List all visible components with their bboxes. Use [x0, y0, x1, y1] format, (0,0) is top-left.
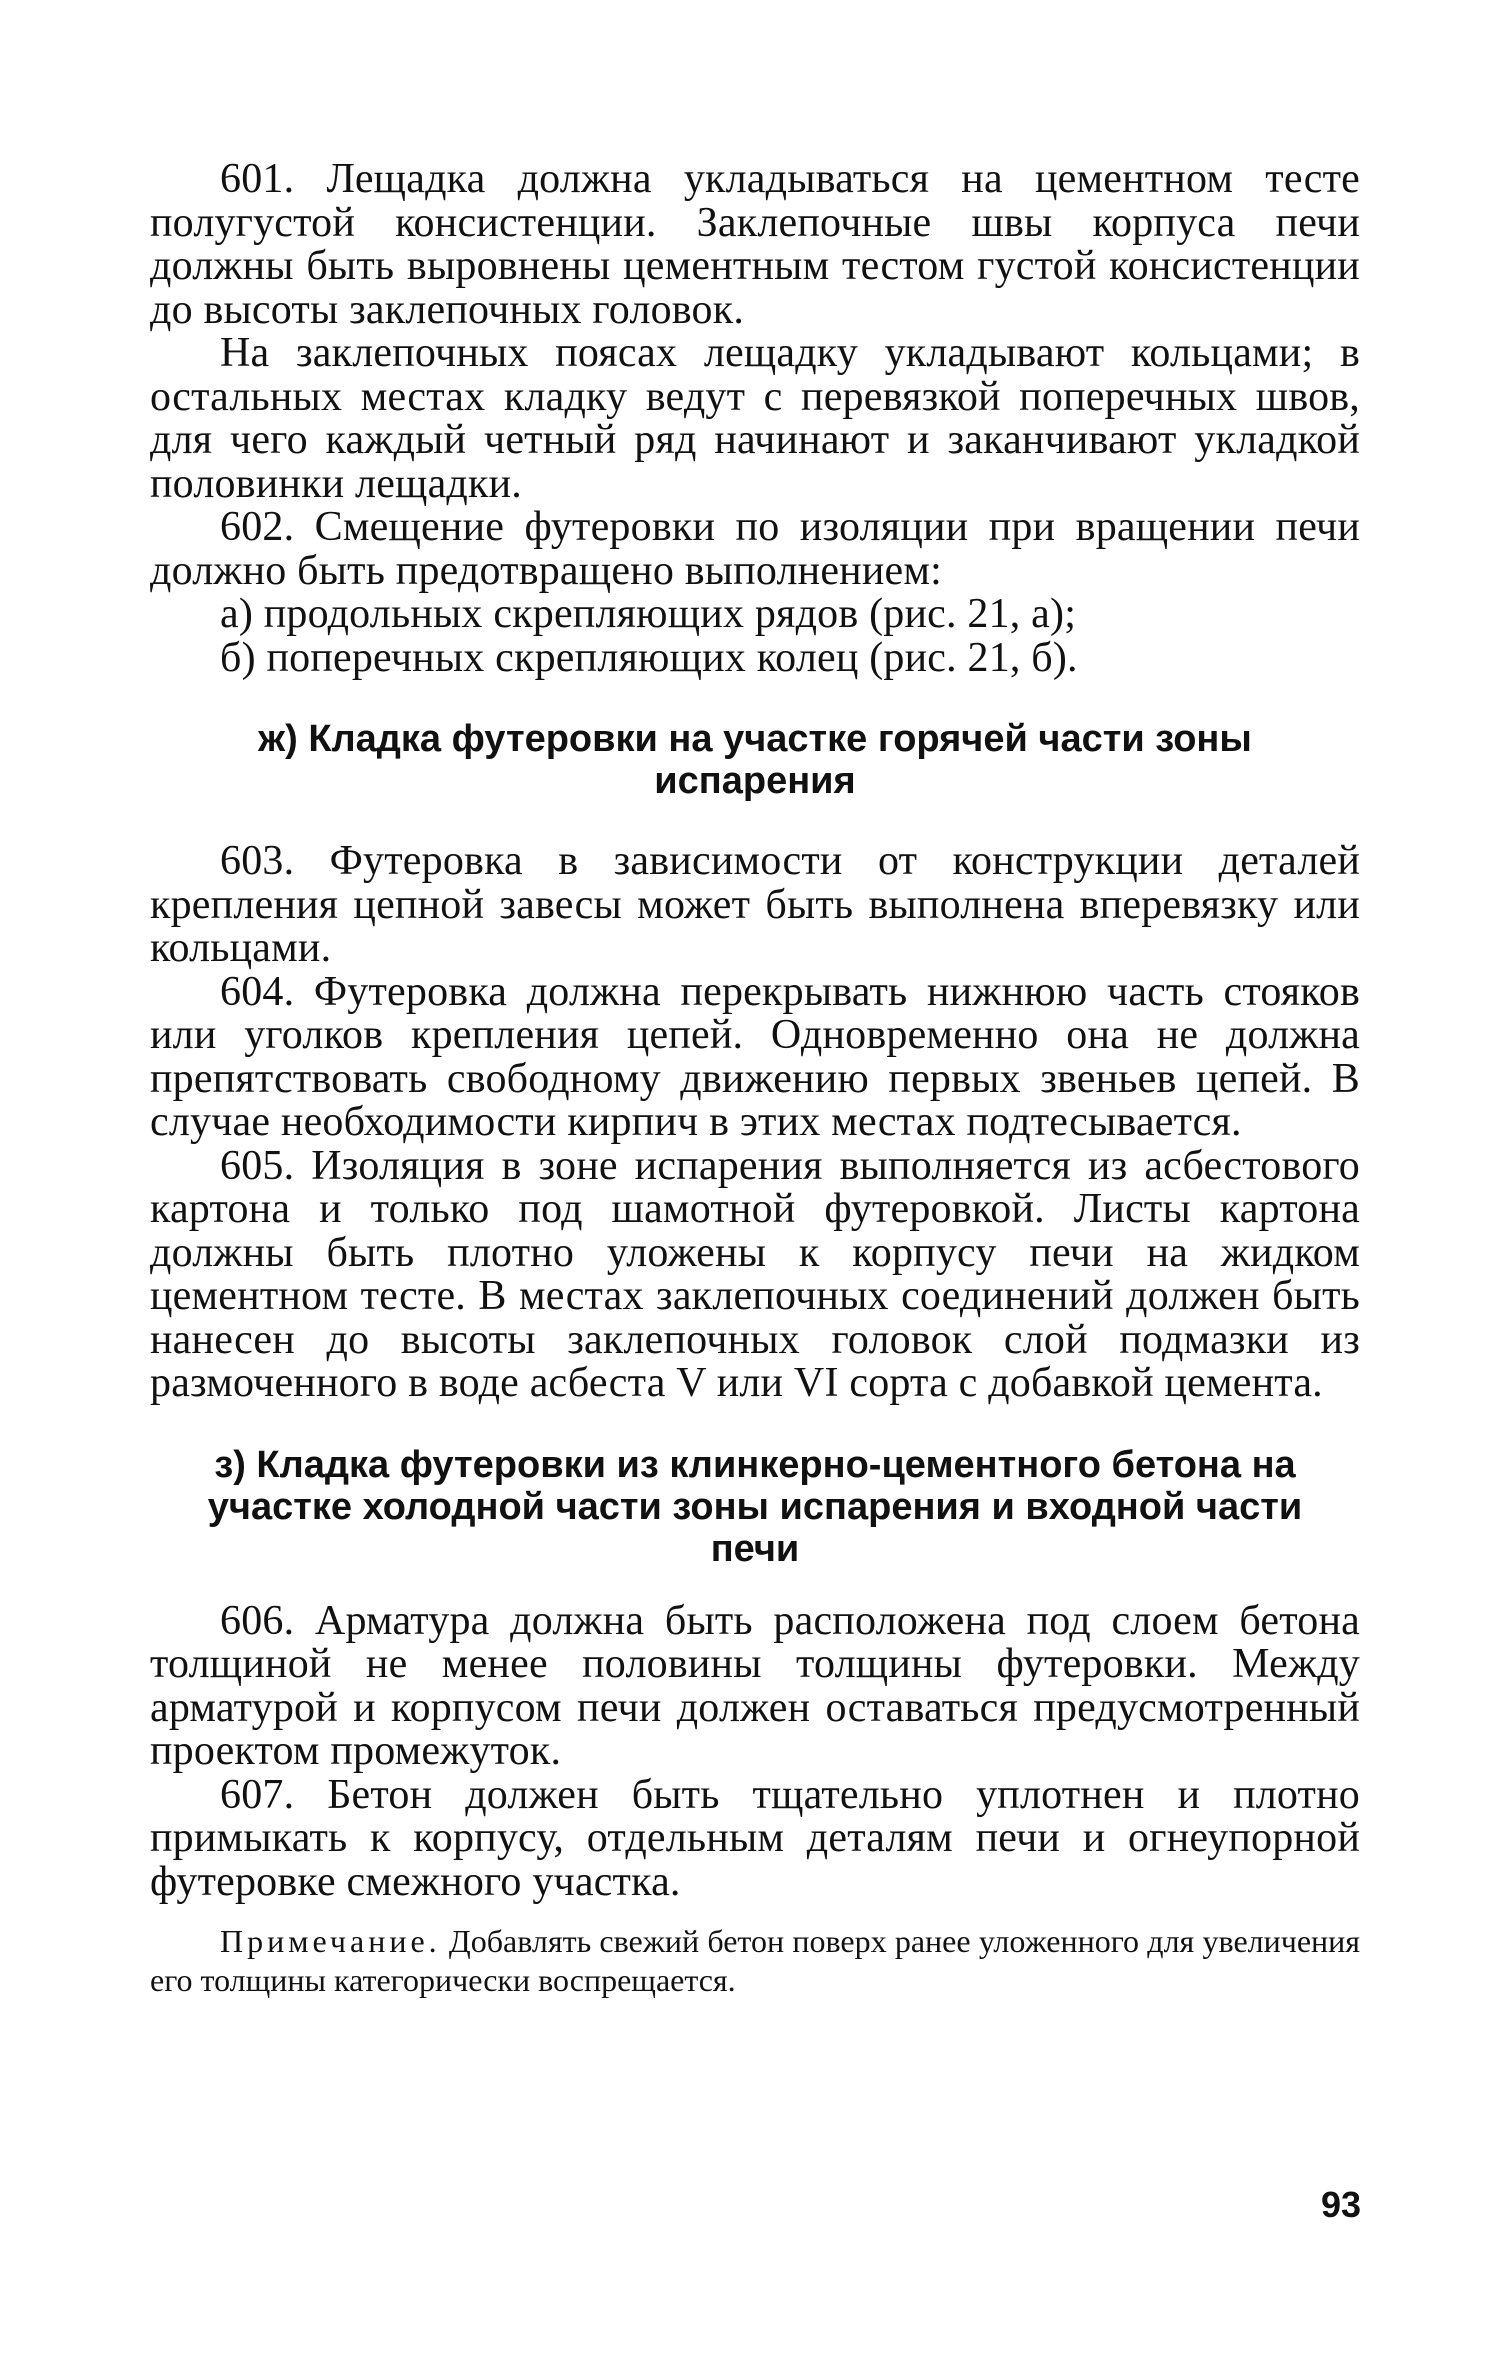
paragraph-607: 607. Бетон должен быть тщательно уплотнен и плотно примыкать к корпусу, отдельным деталям печи и огнеупорной футеровке смежного участка.	[150, 1771, 1360, 1905]
section-heading-z: з) Кладка футеровки из клинкерно-цементного бетона на участке холодной части зоны испарения и входной части печи	[207, 1443, 1303, 1570]
paragraph-605: 605. Изоляция в зоне испарения выполняется из асбестового картона и только под шамотной футеровкой. Листы картона должны быть плотно уложены к корпусу печи на жидком цементном тесте. В местах заклепочных соединений должен быть нанесен до высоты заклепочных головок слой подмазки из размоченного в воде асбеста V или VI сорта с добавкой цемента.	[150, 1142, 1360, 1406]
paragraph-601: 601. Лещадка должна укладываться на цементном тесте полугустой консистенции. Заклепочные швы корпуса печи должны быть выровнены цементным тестом густой консистенции до высоты заклепочных головок.	[150, 156, 1360, 333]
note-text: Добавлять свежий бетон поверх ранее уложенного для увеличения его толщины категорически воспрещается.	[150, 1923, 1361, 1998]
list-item-b: б) поперечных скрепляющих колец (рис. 21, б).	[220, 634, 1078, 681]
paragraph-603: 603. Футеровка в зависимости от конструкции деталей крепления цепной завесы может быть выполнена вперевязку или кольцами.	[150, 838, 1360, 971]
page-body	[150, 158, 1360, 2000]
paragraph-601-continued: На заклепочных поясах лещадку укладывают кольцами; в остальных местах кладку ведут с перевязкой поперечных швов, для чего каждый четный ряд начинают и заканчивают укладкой половинки лещадки.	[150, 330, 1360, 507]
paragraph-604: 604. Футеровка должна перекрывать нижнюю часть стояков или уголков крепления цепей. Одновременно она не должна препятствовать свободному движению первых звеньев цепей. В случае необходимости кирпич в этих местах подтесывается.	[150, 968, 1360, 1145]
note-label: Примечание.	[220, 1923, 441, 1959]
section-heading-zh: ж) Кладка футеровки на участке горячей части зоны испарения	[258, 718, 1252, 802]
list-item-a: а) продольных скрепляющих рядов (рис. 21, а);	[220, 591, 1077, 637]
page-number: 93	[1320, 2184, 1361, 2225]
note	[150, 1922, 1360, 2000]
paragraph-606: 606. Арматура должна быть расположена под слоем бетона толщиной не менее половины толщины футеровки. Между арматурой и корпусом печи должен оставаться предусмотренный проектом промежуток.	[150, 1597, 1360, 1774]
paragraph-602: 602. Смещение футеровки по изоляции при вращении печи должно быть предотвращено выполнением:	[150, 504, 1360, 594]
